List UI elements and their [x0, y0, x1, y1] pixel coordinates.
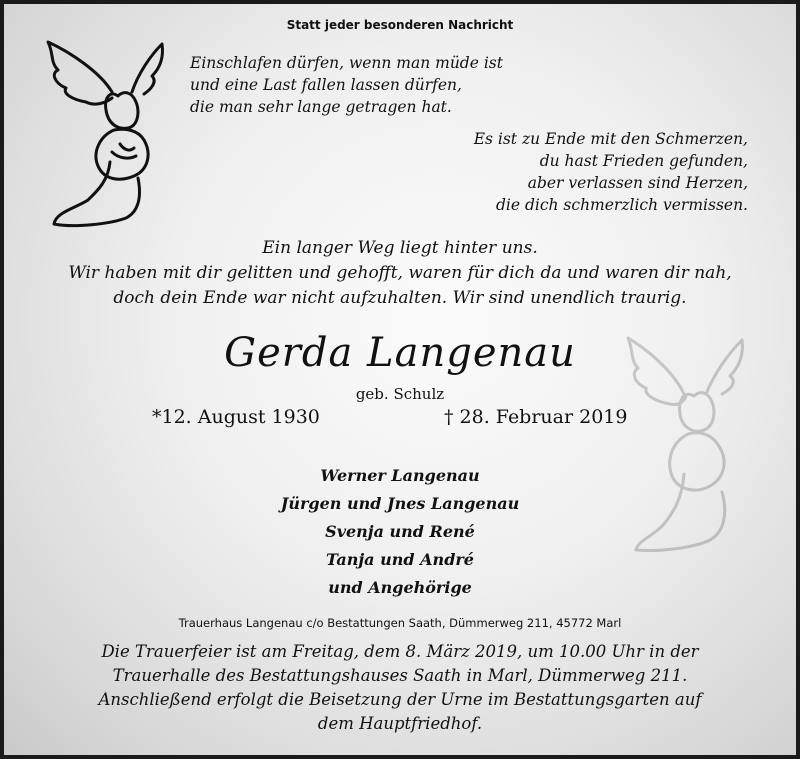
mourning-address: Trauerhaus Langenau c/o Bestattungen Saath, Dümmerweg 211, 45772 Marl [178, 616, 622, 630]
poem-left-line: die man sehr lange getragen hat. [190, 98, 452, 116]
poem-right-line: du hast Frieden gefunden, [539, 152, 748, 170]
header-note: Statt jeder besonderen Nachricht [286, 18, 514, 32]
poem-right-line: Es ist zu Ende mit den Schmerzen, [473, 130, 748, 148]
family-member: Jürgen und Jnes Langenau [280, 494, 520, 513]
family-member: Svenja und René [325, 522, 475, 541]
ceremony-line: Anschließend erfolgt die Beisetzung der Urne im Bestattungsgarten auf [98, 690, 702, 709]
birth-name: geb. Schulz [355, 385, 445, 403]
angel-icon [40, 32, 170, 232]
poem-right [474, 128, 748, 216]
poem-left [190, 52, 503, 118]
poem-right-line: die dich schmerzlich vermissen. [495, 196, 748, 214]
family-list [4, 462, 796, 602]
poem-left-line: Einschlafen dürfen, wenn man müde ist [190, 54, 503, 72]
family-member: und Angehörige [328, 578, 472, 597]
farewell-line: doch dein Ende war nicht aufzuhalten. Wir sind unendlich traurig. [113, 288, 687, 308]
ceremony-line: Trauerhalle des Bestattungshauses Saath in Marl, Dümmerweg 211. [112, 666, 688, 685]
birth-date: *12. August 1930 [152, 406, 320, 428]
death-date: † 28. Februar 2019 [444, 406, 628, 428]
family-member: Werner Langenau [320, 466, 480, 485]
ceremony-info [24, 640, 776, 736]
farewell-text [4, 236, 796, 311]
family-member: Tanja und André [326, 550, 474, 569]
poem-left-line: und eine Last fallen lassen dürfen, [190, 76, 462, 94]
farewell-line: Ein langer Weg liegt hinter uns. [262, 238, 538, 258]
poem-right-line: aber verlassen sind Herzen, [527, 174, 748, 192]
deceased-name: Gerda Langenau [224, 330, 576, 376]
farewell-line: Wir haben mit dir gelitten und gehofft, waren für dich da und waren dir nah, [68, 263, 732, 283]
ceremony-line: Die Trauerfeier ist am Freitag, dem 8. März 2019, um 10.00 Uhr in der [101, 642, 699, 661]
ceremony-line: dem Hauptfriedhof. [317, 714, 483, 733]
